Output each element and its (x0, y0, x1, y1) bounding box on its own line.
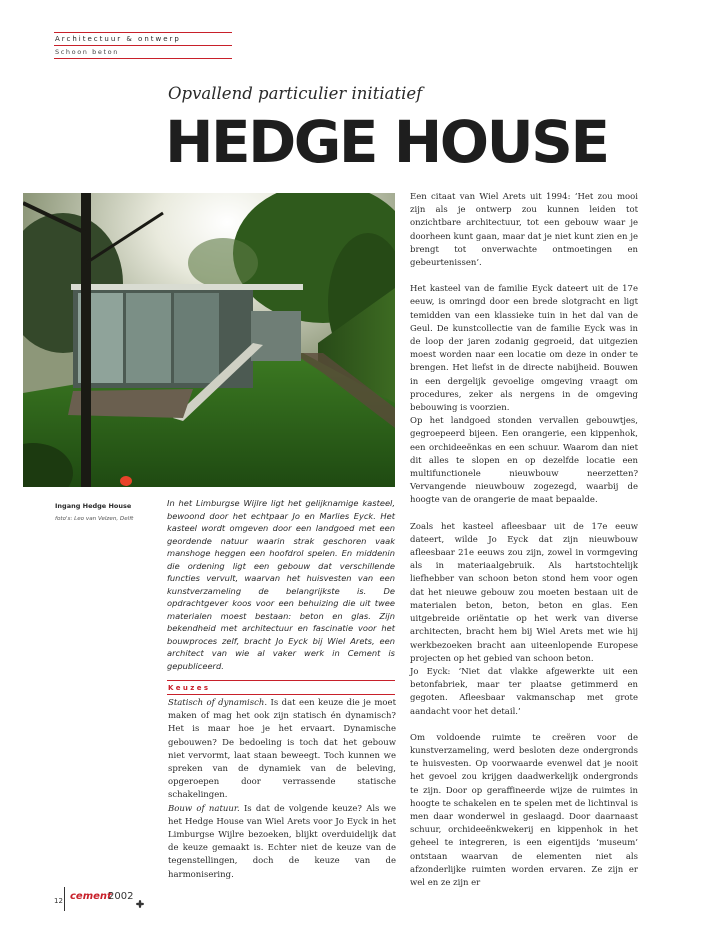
paragraph-castle: Het kasteel van de familie Eyck dateert uit de 17e eeuw, is omringd door een brede slotgracht en ligt temidden van een klassieke tuin in het dal van de Geul. De kunstcollectie van de familie Eyck was in de loop der jaren zodanig gegroeid, dat uitgezien moest worden naar een locatie om deze in onder te brengen. Het liefst in de directe nabijheid. Bouwen in een dergelijk gevoelige omgeving vraagt om procedures, zeker als nergens in de omgeving bebouwing is voorzien. (410, 284, 638, 414)
article-kicker: Opvallend particulier initiatief (168, 84, 423, 103)
keuzes-term-2: Bouw of natuur. (168, 803, 240, 814)
header-rule-middle (54, 45, 232, 46)
flower-icon (136, 893, 144, 901)
paragraph-jo-eyck-quote: Jo Eyck: ‘Niet dat vlakke afgewerkte uit een betonfabriek, maar ter plaatse getimmerd en gegoten. Afleesbaar vakmanschap met grote aandacht voor het detail.’ (410, 666, 638, 717)
keuzes-rule-bottom (167, 694, 395, 695)
keuzes-text-1: Is dat een keuze die je moet maken of mag het ook zijn statisch én dynamisch? Het is maar hoe je het ervaart. Dynamische gebouwen? De bedoeling is toch dat het gebouw niet vervormt, laat staan beweegt. Toch kunnen we spreken van de dynamiek van de beleving, opgeroepen door verrassende statische schakelingen. (168, 698, 396, 801)
paragraph-estate: Op het landgoed stonden vervallen gebouwtjes, gegroepeerd bijeen. Een orangerie, een kippenhok, een orchideeënkas en een schuur. Waarom dan niet dit alles te slopen en op dezelfde locatie een multifunctionele nieuwbouw neerzetten? Vervangende nieuwbouw zogezegd, waarbij de hoogte van de orangerie de maat bepaalde. (410, 416, 638, 506)
footer-brand: cement (70, 891, 112, 902)
section-label: Architectuur & ontwerp (55, 35, 181, 43)
keuzes-heading: Keuzes (168, 684, 211, 692)
right-column (410, 191, 638, 890)
article-title: HEDGE HOUSE (165, 108, 608, 176)
paragraph-collection-space: Om voldoende ruimte te creëren voor de kunstverzameling, werd besloten deze ondergronds te huisvesten. Op voorwaarde evenwel dat je nooit het gevoel zou krijgen daadwerkelijk ondergronds te zijn. Door op geraffineerde wijze de ruimtes in hoogte te schakelen en te spelen met de lichtinval is men daar wonderwel in geslaagd. Door daarnaast schuur, orchideeënkwekerij en kippenhok in het geheel te integreren, is een eigentijds ‘museum’ ontstaan waarvan de elementen niet als afzonderlijke ruimten worden ervaren. Ze zijn er wel en ze zijn er (410, 732, 638, 888)
footer-divider (64, 887, 65, 911)
article-lead: In het Limburgse Wijlre ligt het gelijknamige kasteel, bewoond door het echtpaar Jo en Marlies Eyck. Het kasteel wordt omgeven door een landgoed met een geordende natuur waarin strak geschoren vaak manshoge heggen een hoofdrol spelen. En middenin die ordening ligt een gebouw dat verschillende functies vervult, waarvan het huisvesten van een kunstverzameling de belangrijkste is. De opdrachtgever koos voor een behuizing die uit twee materialen moest bestaan: beton en glas. Zijn bekendheid met architectuur en fascinatie voor het bouwproces zelf, bracht Jo Eyck bij Wiel Arets, een architect van wie al vaker werk in Cement is gepubliceerd. (167, 498, 395, 671)
keuzes-rule-top (167, 680, 395, 681)
caption-credit: foto's: Leo van Velzen, Delft (55, 516, 134, 522)
keuzes-term-1: Statisch of dynamisch. (168, 698, 268, 708)
keuzes-paragraph-1 (168, 697, 396, 803)
caption-title: Ingang Hedge House (55, 502, 132, 510)
subsection-label: Schoon beton (55, 48, 119, 56)
header-rule-bottom (54, 58, 232, 59)
paragraph-quote: Een citaat van Wiel Arets uit 1994: ‘Het zou mooi zijn als je ontwerp zou kunnen leiden tot onzichtbare architectuur, tot een gebouw waar je doorheen kunt gaan, maar dat je niet kunt zien en je brengt tot onverwachte ontmoetingen en gebeurtenissen’. (410, 192, 638, 269)
page-number: 12 (54, 897, 63, 905)
keuzes-paragraph-2 (168, 803, 396, 882)
footer-year: 2002 (108, 891, 134, 902)
header-rule-top (54, 32, 232, 33)
hedge-house-photo (23, 193, 395, 487)
keuzes-body (168, 697, 396, 882)
keuzes-text-2: Is dat de volgende keuze? Als we het Hedge House van Wiel Arets voor Jo Eyck in het Limburgse Wijlre bezoeken, blijkt overduidelijk dat de keuze gemaakt is. Echter niet de keuze van de tegenstellingen, doch de keuze van de harmonisering. (168, 803, 396, 880)
paragraph-21st-century: Zoals het kasteel afleesbaar uit de 17e eeuw dateert, wilde Jo Eyck dat zijn nieuwbouw afleesbaar 21e eeuws zou zijn, zowel in vormgeving als in materiaalgebruik. Als hartstochtelijk liefhebber van schoon beton stond hem voor ogen dat het nieuwe gebouw zou moeten bestaan uit de materialen beton, beton, beton en glas. Een uitgebreide oriëntatie op het werk van diverse architecten, bracht hem bij Wiel Arets met wie hij werkbezoeken bracht aan uiteenlopende Europese projecten op het gebied van schoon beton. (410, 521, 638, 664)
